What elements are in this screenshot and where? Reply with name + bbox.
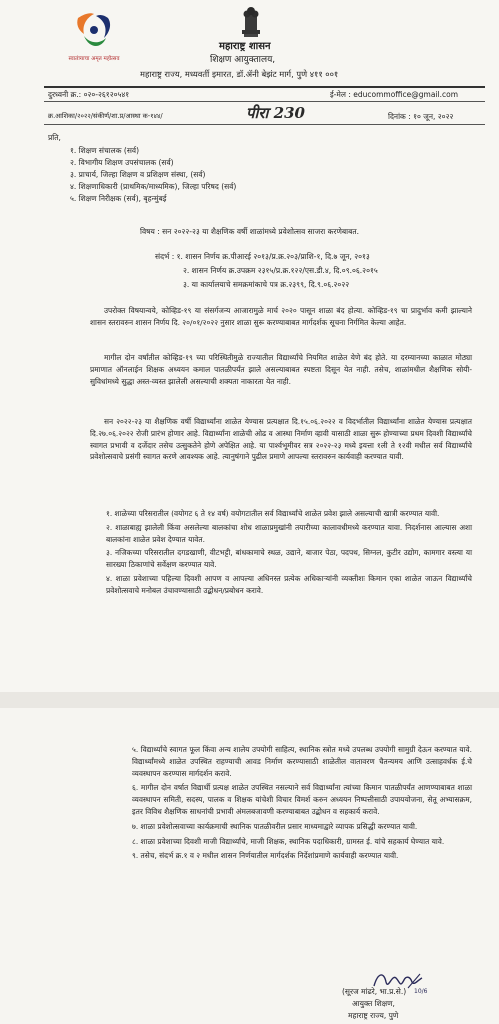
email-address: ई-मेल : educommoffice@gmail.com [330, 90, 459, 99]
phone-number: दुरध्वनी क्र.: ०२०-२६१२०५४१ [48, 90, 130, 99]
action-item: ३. नजिकच्या परिसरातील दगडखाणी, वीटभट्टी, बांधकामाचे स्थळ, उद्याने, बाजार पेठा, पदपथ, सिग्नल, कुटीर उद्योग, कामगार वस्त्या या सारख्या ठिकाणांचे सर्वेक्षण करण्यात यावे. [106, 548, 472, 570]
paragraph-2: मागील दोन वर्षांतील कोव्हिड-१९ च्या परिस्थितीमुळे राज्यातील विद्यार्थ्यांचे नियमित शाळेत येणे बंद होते. या दरम्यानच्या काळात मोठ्या प्रमाणात ऑनलाईन शिक्षक अध्ययन कमाल पातळीपर्यंत झाले असल्याबाबत स्पष्टता दिसून येत नाही. तसेच, शाळांमधील शैक्षणिक सोयी-सुविधांमध्ये सुद्धा अस्त-व्यस्त झालेली असल्याची शक्यता नाकारता येत नाही. [90, 353, 472, 386]
action-item: ४. शाळा प्रवेशाच्या पहिल्या दिवशी आपण व आपल्या अधिनस्त प्रत्येक अधिकाऱ्यांनी व्यक्तीशः किमान एका शाळेत जाऊन विद्यार्थ्यांचे प्रवेशोत्सवाचे मनोबल उंचावण्यासाठी उद्बोधन/प्रबोधन करावे. [106, 573, 472, 595]
signatory-name: (सूरज मांढरे, भा.प्र.से.) [342, 987, 407, 996]
subject-line: विषय : सन २०२२-२३ या शैक्षणिक वर्षी शाळांमध्ये प्रवेशोत्सव साजरा करणेबाबत. [140, 227, 360, 236]
national-emblem-icon [236, 2, 266, 40]
reference-1: संदर्भ : १. शासन निर्णय क्र.पीआरई २०१३/प्र.क्र.२०३/प्राशि-१, दि.७ जून, २०१३ [155, 252, 370, 261]
paragraph-1: उपरोक्त विषयान्वये, कोव्हिड-१९ या संसर्गजन्य आजारामुळे मार्च २०२० पासून शाळा बंद होत्या. कोव्हिड-१९ चा प्रादुर्भाव कमी झाल्याने शासन स्तरावरुन शासन निर्णय दि. २०/०१/२०२२ नुसार शाळा सुरू करण्याबाबत मार्गदर्शक सूचना निर्गमित केल्या आहेत. [90, 306, 472, 327]
recipient-item: ४. शिक्षणाधिकारी (प्राथमिक/माध्यमिक), जिल्हा परिषद (सर्व) [70, 182, 237, 191]
action-item: ९. तसेच, संदर्भ क्र.१ व २ मधील शासन निर्णयातील मार्गदर्शक निर्देशांप्रमाणे कार्यवाही करण्यात यावी. [132, 851, 399, 861]
office-address: महाराष्ट्र राज्य, मध्यवर्ती इमारत, डॉ.ॲनी बेझंट मार्ग, पुणे ४११ ००१ [140, 69, 339, 79]
handwritten-ref: पीरा 230 [246, 104, 305, 122]
svg-text:10/6: 10/6 [414, 988, 428, 995]
action-item: ८. शाळा प्रवेशाच्या दिवशी माजी विद्यार्थ्यांचे, माजी शिक्षक, स्थानिक पदाधिकारी, ग्रामस्त ई. यांचे सहकार्य घेण्यात यावे. [132, 836, 445, 846]
reference-number: क्र.आशिका/२०२२/संकीर्ण/शा.प्र/आस्था क-१४४/ [48, 112, 163, 120]
office-name: शिक्षण आयुक्तालय, [210, 55, 276, 65]
action-list-page-1 [106, 508, 472, 597]
recipient-item: २. विभागीय शिक्षण उपसंचालक (सर्व) [70, 158, 174, 167]
action-item: १. शाळेच्या परिसरातील (वयोगट ६ ते १४ वर्ष) वयोगटातील सर्व विद्यार्थ्यांचे शाळेत प्रवेश झाले असल्याची खात्री करण्यात यावी. [106, 509, 440, 518]
recipient-list [70, 145, 236, 205]
action-list-page-2 [132, 744, 472, 862]
recipient-item: ५. शिक्षण निरीक्षक (सर्व), बृहन्मुंबई [70, 194, 167, 203]
signatory-designation: आयुक्त शिक्षण, [352, 999, 395, 1008]
reference-2: २. शासन निर्णय क्र.उपक्रम २३१५/प्र.क्र.१२२/एस.डी.४, दि.०९.०६.२०१५ [183, 266, 378, 275]
action-item: ६. मागील दोन वर्षात विद्यार्थी प्रत्यक्ष शाळेत उपस्थित नसल्याने सर्व विद्यार्थ्यांना त्यांच्या किमान पातळीपर्यंत आणण्याबाबत शाळा व्यवस्थापन समिती, सदस्य, पालक व शिक्षक यांचेशी विचार विमर्श करुन अध्ययन निष्पत्तीसाठी उपाययोजना, सेतू अभ्यासक्रम, इतर विविध शैक्षणिक साधनांची प्रभावी अंमलबजावणी करण्याबाबत उद्बोधन व सहकार्य करावे. [132, 783, 472, 816]
gov-title: महाराष्ट्र शासन [219, 41, 271, 52]
page-separator [0, 692, 499, 708]
logo-caption: स्वातंत्र्याचा अमृत महोत्सव [68, 56, 120, 62]
signatory-office: महाराष्ट्र राज्य, पुणे [348, 1011, 399, 1020]
letter-date: दिनांक : १० जून, २०२२ [388, 112, 454, 121]
prati-label: प्रति, [48, 133, 61, 142]
amrit-mahotsav-logo [66, 8, 122, 70]
action-item: २. शाळाबाह्य झालेली किंवा असलेल्या बालकांचा शोध शाळाप्रमुखांनी तयारीच्या कालावधीमध्ये करण्यात यावा. निदर्शनास आल्यास अशा बालकांना शाळेत प्रवेश देण्यात यावेत. [106, 522, 472, 544]
recipient-item: ३. प्राचार्य, जिल्हा शिक्षण व प्रशिक्षण संस्था, (सर्व) [70, 170, 206, 179]
action-item: ५. विद्यार्थ्यांचे स्वागत फूल किंवा अन्य शालेय उपयोगी साहित्य, स्थानिक स्त्रोत मध्ये उपलब्ध उपयोगी सामुग्री देऊन करण्यात यावे. विद्यार्थ्यांमध्ये शाळेत उपस्थित राहण्याची आवड निर्माण करण्यासाठी शाळेतील वातावरण चैतन्यमय आणि उत्साहवर्धक ई.चे व्यवस्थापन करण्यास मार्गदर्शन करावे. [132, 745, 472, 778]
paragraph-3: सन २०२२-२३ या शैक्षणिक वर्षी विद्यार्थ्यांना शाळेत येण्यास प्रत्यक्षात दि.१५.०६.२०२२ व विदर्भातील विद्यार्थ्यांना शाळेत येण्यास प्रत्यक्षात दि.२७.०६.२०२२ रोजी प्रारंभ होणार आहे. विद्यार्थ्यांना शाळेची ओढ व आस्था निर्माण व्हावी यासाठी शाळा सुरू होण्याच्या प्रथम दिवशी विद्यार्थ्यांचे स्वागत प्रभावी व दर्जेदार तसेच उत्सुकतेने होणे अपेक्षित आहे. या पार्श्वभूमीवर सत्र २०२२-२३ मध्ये इयत्ता १ली ते १२वी मधील सर्व विद्यार्थ्यांचे प्रवेशोत्सवाचे प्रसंगी स्वागत करणे आवश्यक आहे. त्यानुषंगाने पुढील प्रमाणे आपल्या स्तरावरुन कार्यवाही करण्यात यावी. [90, 417, 472, 462]
action-item: ७. शाळा प्रवेशोत्सवाच्या कार्यक्रमाची स्थानिक पातळीवरील प्रसार माध्यमाद्वारे व्यापक प्रसिद्धी करण्यात यावी. [132, 821, 418, 831]
reference-3: ३. या कार्यालयाचे समक्रमांकाचे पत्र क्र.२३९९, दि.९.०६.२०२२ [183, 280, 350, 289]
recipient-item: १. शिक्षण संचालक (सर्व) [70, 146, 139, 155]
